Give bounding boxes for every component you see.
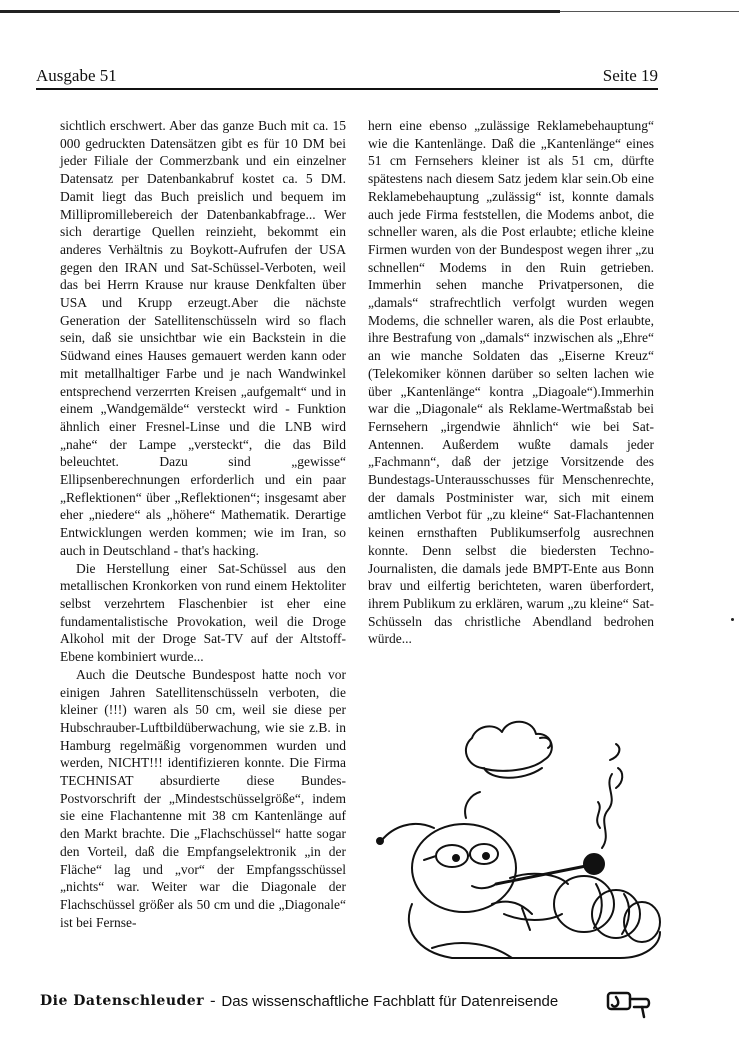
top-rule-thin (560, 11, 739, 12)
paragraph: Auch die Deutsche Bundespost hatte noch vor einigen Jahren Satellitenschüsseln verboten, die kleiner (!!!) waren als 50 cm, weil sie diese per Hubschrauber-Luftbildüberwachung, wie sie z.B. in Hamburg regelmäßig vorgenommen wurden und werden, NICHT!!! identifizieren konnte. Die Firma TECHNISAT absurdierte diese Bundes-Postvorschrift der „Mindestschüsselgröße“, indem sie eine Flachantenne mit 38 cm Kantenlänge auf den Markt brachte. Die „Flachschüssel“ hatte sogar den Vorteil, daß die Empfangselektronik „in der Fläche“ lag und „vor“ der Empfangsschüssel „nichts“ war. Weiter war die Diagonale der Flachschüssel größer als 50 cm und die „Diagonale“ ist bei Fernse- (60, 666, 346, 930)
page-number: Seite 19 (602, 66, 658, 85)
page-footer (40, 988, 660, 1014)
paragraph: sichtlich erschwert. Aber das ganze Buch mit ca. 15 000 gedruckten Datensätzen gibt es für 10 DM bei jeder Filiale der Commerzbank und ein einzelner Datensatz per Datenbankabruf kostet ca. 5 DM. Damit liegt das Buch preislich und bequem im Millipromillebereich der Datenbankabfrage... Wer sich derartige Quellen reinzieht, bekommt ein anderes Verhältnis zu Boykott-Aufrufen der USA gegen den IRAN und Sat-Schüssel-Verboten, weil das bei Herrn Krause nur krause Denkfalten über USA und Krupp erzeugt.Aber die nächste Generation der Satellitenschüsseln wird so flach sein, daß sie unsichtbar wie ein Backstein in die Südwand eines Hauses gemauert werden kann oder mit metallhaltiger Farbe und je nach Wandwinkel entsprechend verzerrten Kreisen „aufgemalt“ und in einem „Wandgemälde“ versteckt wird - Funktion ähnlich einer Fresnel-Linse und die LNB wird „nahe“ der Lampe „versteckt“, die das Bild beleuchtet. Dazu sind „gewisse“ Ellipsenberechnungen erforderlich und ein paar „Reflektionen“ über „Reflektionen“; insgesamt aber eher „niedere“ als „höhere“ Mathematik. Derartige Entwicklungen werden kommen; wie im Iran, so auch in Deutschland - that's hacking. (60, 118, 346, 558)
top-rule (0, 10, 739, 15)
smoking-caterpillar-cartoon-icon (372, 708, 672, 978)
top-rule-thick (0, 10, 560, 13)
magazine-tagline: Das wissenschaftliche Fachblatt für Datenreisende (221, 992, 559, 1010)
page-header (36, 62, 658, 90)
chaos-knoten-icon (604, 985, 656, 1021)
magazine-name: Die Datenschleuder (40, 993, 205, 1009)
paragraph: Die Herstellung einer Sat-Schüssel aus den metallischen Kronkorken von rund einem Hektoliter selbst verzehrtem Flaschenbier ist eher eine fundamentalistische Provokation, weil die Droge Alkohol mit der Droge Sat-TV auf der Altstoff-Ebene kombiniert wurde... (60, 560, 346, 665)
left-column (60, 117, 346, 931)
stray-dot (731, 618, 734, 621)
issue-number: Ausgabe 51 (36, 66, 117, 85)
right-column (368, 117, 654, 648)
paragraph: hern eine ebenso „zulässige Reklamebehauptung“ wie die Kantenlänge. Daß die „Kantenlänge“ eines 51 cm Fernsehers kleiner ist als 51 cm, dürfte spätestens nach diesem Satz jedem klar sein.Ob eine Reklamebehauptung „zulässig“ ist, konnte damals auch jede Firma feststellen, die Modems anbot, die schneller waren, als die Post erlaubte; etliche kleine Firmen wurden von der Bundespost wegen ihrer „zu schnellen“ Modems in den Ruin getrieben. Immerhin sehen manche Privatpersonen, die „damals“ strafrechtlich verfolgt wurden wegen Modems, die schneller waren, als die Post erlaubte, ihre Bestrafung von „damals“ inzwischen als „Ehre“ an wie manche Soldaten das „Eiserne Kreuz“ (Telekomiker können darüber so selten lachen wie über „Kantenlänge“ kontra „Diagoale“).Immerhin war die „Diagonale“ als Reklame-Wertmaßstab bei Fernsehern „irgendwie ähnlich“ wie bei Sat-Antennen. Außerdem wußte damals jeder „Fachmann“, daß der jetzige Vorsitzende des Bundestags-Unterausschusses für Menschenrechte, der damals Postminister war, sich mit einem amtlichen Verbot für „zu kleine“ Sat-Flachantennen keinen ernsthaften Publikumserfolg ausrechnen konnte. Denn selbst die biedersten Techno-Journalisten, die damals jede BMPT-Ente aus Bonn brav und eilfertig berichteten, waren überfordert, ihrem Publikum zu erklären, warum „zu kleine“ Sat-Schüsseln das christliche Abendland bedrohen würde... (368, 118, 654, 647)
footer-separator: - (210, 992, 216, 1009)
